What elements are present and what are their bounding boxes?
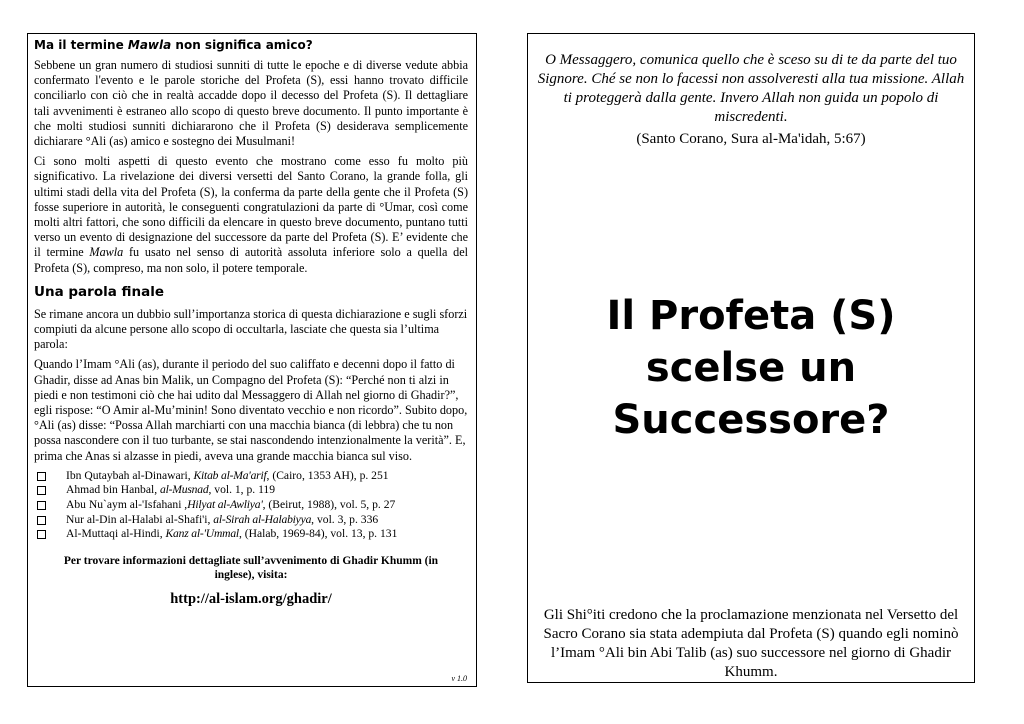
checkbox-bullet-icon: [37, 530, 46, 539]
paragraph-significance: [34, 154, 468, 276]
version-label: v 1.0: [451, 674, 467, 683]
ghadir-website-link[interactable]: http://al-islam.org/ghadir/: [170, 590, 332, 607]
reference-title: Kitab al-Ma'arif: [193, 468, 267, 482]
paragraph-significance-start: Ci sono molti aspetti di questo evento che mostrano come esso fu molto più significativo. La rivelazione dei diversi versetti del Santo Corano, la grande folla, gli ultimi stadi della vita del Profeta (S), la conferma da parte della gente che il Profeta (S) fosse superiore in autorità, le conseguenti congratulazioni da parte di °Umar, così come molti altri fattori, che sono difficili da elencare in questo breve documento, puntano tutti verso un evento di designazione del successore da parte del Profeta (S). E’ evidente che il termine: [34, 154, 468, 260]
paragraph-final-intro: Se rimane ancora un dubbio sull’importanza storica di questa dichiarazione e sugli sforzi compiuti da alcune persone allo scopo di occultarla, lasciate che questa sia l’ultima parola:: [34, 306, 468, 352]
reference-title: al-Musnad: [160, 483, 209, 497]
checkbox-bullet-icon: [37, 486, 46, 495]
title-line: Successore?: [612, 397, 890, 443]
paragraph-sunni-scholars: Sebbene un gran numero di studiosi sunniti di tutte le epoche e di diverse vedute abbia confermato l'evento e le parole storiche del Profeta (S), essi hanno trovato difficile conciliarlo con ciò che in realtà accadde dopo il decesso del Profeta (S). Il dettagliare tali avvenimenti è estraneo allo scopo di questo breve documento. Il punto importante è che molti studiosi sunniti dichiararono che il Profeta (S) desiderava semplicemente dichiarare °Ali (as) amico e sostegno dei Musulmani!: [34, 58, 468, 149]
reference-item: Ahmad bin Hanbal, al-Musnad, vol. 1, p. 119: [34, 483, 468, 498]
shia-belief-text: Gli Shi°iti credono che la proclamazione menzionata nel Versetto del Sacro Corano sia stata adempiuta dal Profeta (S) quando egli nominò l’Imam °Ali bin Abi Talib (as) suo successore nel giorno di Ghadir Khumm.: [543, 607, 959, 680]
quote-citation: (Santo Corano, Sura al-Ma'idah, 5:67): [636, 131, 866, 147]
references-list: [34, 469, 468, 542]
heading-text-start: Ma il termine: [34, 38, 128, 52]
title-line: scelse un: [645, 345, 857, 391]
heading-mawla-question: [34, 38, 468, 53]
heading-text-end: non significa amico?: [171, 38, 313, 52]
reference-item: Abu Nu`aym al-'Isfahani ,Hilyat al-Awliya', (Beirut, 1988), vol. 5, p. 27: [34, 498, 468, 513]
reference-item: Ibn Qutaybah al-Dinawari, Kitab al-Ma'arif, (Cairo, 1353 AH), p. 251: [34, 469, 468, 484]
heading-term-mawla: Mawla: [127, 38, 172, 52]
heading-final-word: Una parola finale: [34, 283, 165, 300]
reference-title: Kanz al-'Ummal: [165, 527, 239, 541]
checkbox-bullet-icon: [37, 516, 46, 525]
checkbox-bullet-icon: [37, 501, 46, 510]
reference-item: Nur al-Din al-Halabi al-Shafi'i, al-Sirah al-Halabiyya, vol. 3, p. 336: [34, 513, 468, 528]
reference-item: Al-Muttaqi al-Hindi, Kanz al-'Ummal, (Halab, 1969-84), vol. 13, p. 131: [34, 527, 468, 542]
checkbox-bullet-icon: [37, 472, 46, 481]
right-cover-panel: [527, 33, 975, 683]
cover-title: [528, 290, 974, 446]
title-line: Il Profeta (S): [606, 293, 896, 339]
left-page-panel: [27, 33, 477, 687]
term-mawla: Mawla: [89, 245, 124, 260]
reference-title: al-Sirah al-Halabiyya: [213, 512, 312, 526]
reference-title: Hilyat al-Awliya': [187, 498, 263, 512]
more-info-text: Per trovare informazioni dettagliate sull’avvenimento di Ghadir Khumm (in inglese), visita:: [63, 554, 439, 582]
paragraph-significance-end: fu usato nel senso di autorità assoluta inferiore solo a quella del Profeta (S), compreso, ma non solo, il potere temporale.: [34, 245, 468, 275]
quran-quote: O Messaggero, comunica quello che è sceso su di te da parte del tuo Signore. Ché se non lo facessi non assolveresti alla tua missione. Allah ti proteggerà dalla gente. Invero Allah non guida un popolo di miscredenti.: [537, 52, 965, 125]
paragraph-anas-story: Quando l’Imam °Ali (as), durante il periodo del suo califfato e decenni dopo il fatto di Ghadir, disse ad Anas bin Malik, un Compagno del Profeta (S): “Perché non ti alzi in piedi e non testimoni ciò che hai udito dal Messaggero di Allah nel giorno di Ghadir?”, egli rispose: “O Amir al-Mu’minin! Sono diventato vecchio e non ricordo”. Subito dopo, °Ali (as) disse: “Possa Allah marchiarti con una macchia bianca (di lebbra) che tu non possa nascondere con il tuo turbante, se stai nascondendo intenzionalmente la verità”. E, prima che Anas si alzasse in piedi, aveva una grande macchia bianca sul viso.: [34, 357, 468, 463]
